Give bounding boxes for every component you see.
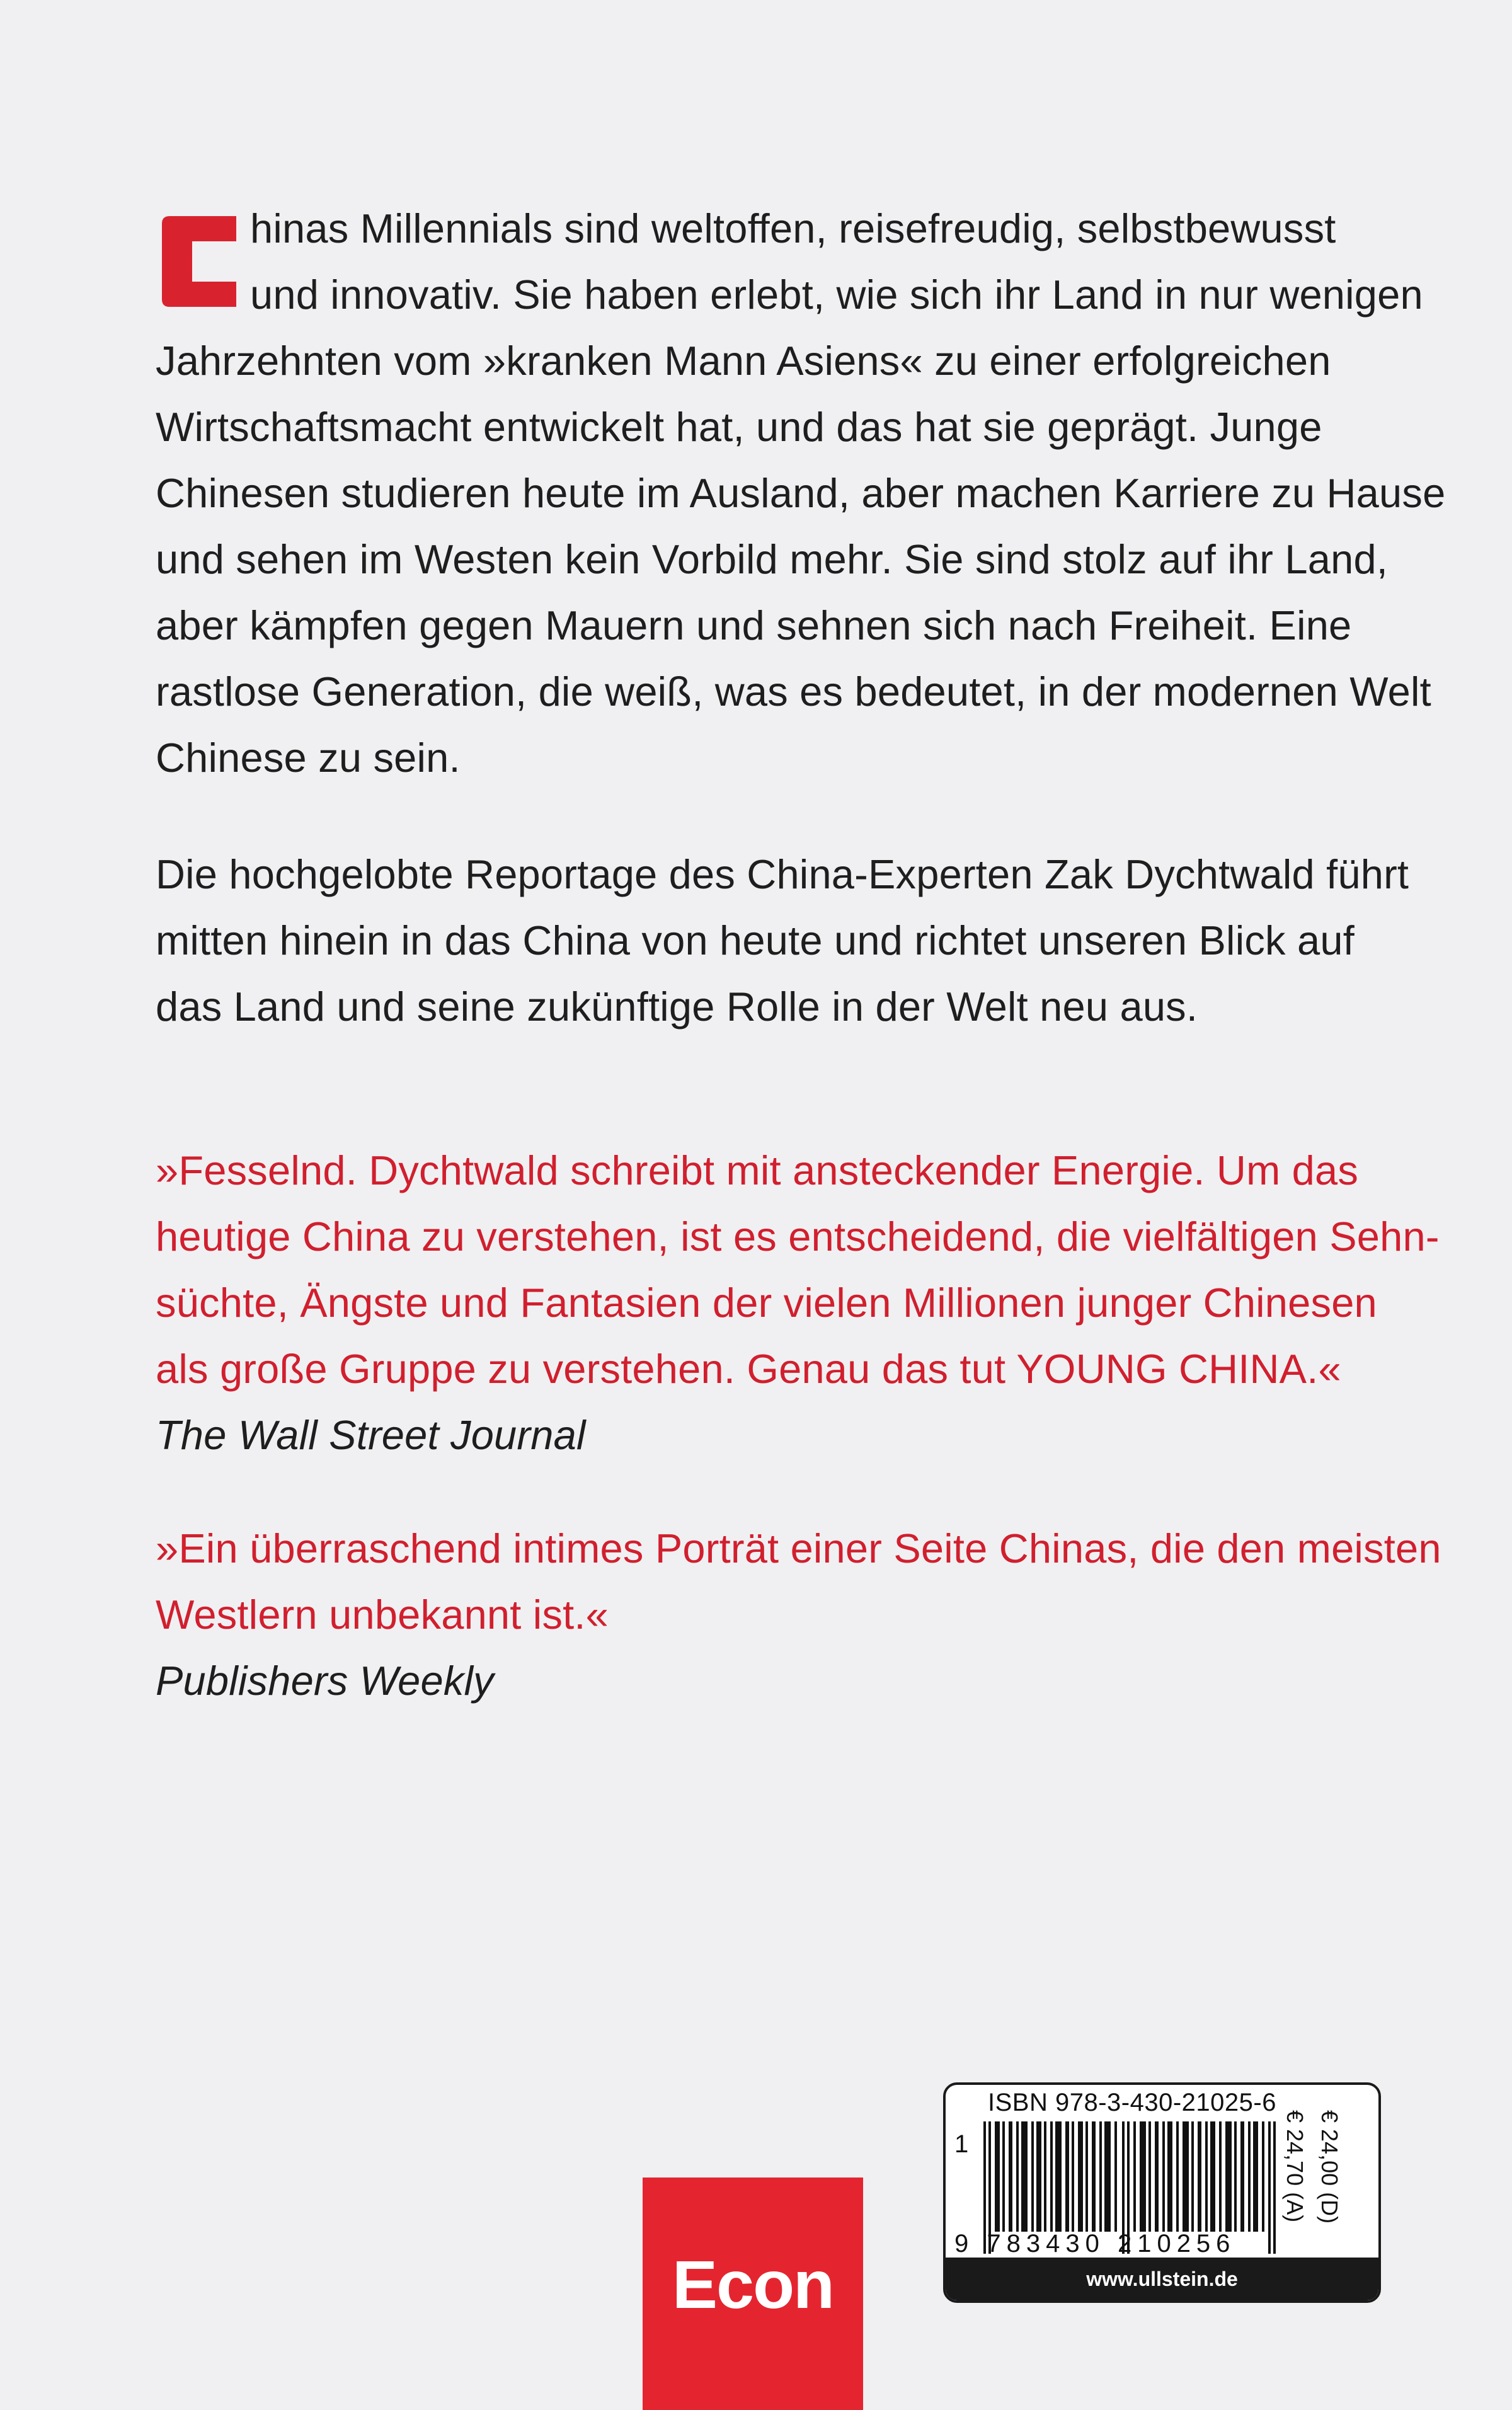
intro-paragraph <box>156 195 1446 791</box>
intro-line: Chinese zu sein. <box>156 735 461 781</box>
price-germany: € 24,00 (D) <box>1317 2110 1343 2224</box>
intro-line: und sehen im Westen kein Vorbild mehr. Sie sind stolz auf ihr Land, <box>156 536 1389 582</box>
quote-line: heutige China zu verstehen, ist es entscheidend, die vielfältigen Sehn- <box>156 1214 1440 1260</box>
publisher-url: www.ullstein.de <box>946 2258 1378 2300</box>
barcode-digits: 9 783430 210256 <box>954 2230 1236 2258</box>
publisher-logo <box>643 2178 863 2410</box>
summary-line: Die hochgelobte Reportage des China-Experten Zak Dychtwald führt <box>156 851 1409 897</box>
intro-line: Chinesen studieren heute im Ausland, aber machen Karriere zu Hause <box>156 470 1446 516</box>
intro-line: rastlose Generation, die weiß, was es bedeutet, in der modernen Welt <box>156 668 1431 714</box>
publisher-logo-text: Econ <box>672 2246 834 2322</box>
quote-source: Publishers Weekly <box>156 1658 494 1704</box>
summary-line: das Land und seine zukünftige Rolle in der Welt neu aus. <box>156 984 1198 1030</box>
barcode-box <box>943 2082 1381 2303</box>
quote-line: Westlern unbekannt ist.« <box>156 1592 609 1638</box>
barcode-first-digit: 1 <box>954 2130 969 2158</box>
intro-line: Jahrzehnten vom »kranken Mann Asiens« zu einer erfolgreichen <box>156 338 1331 384</box>
review-quote-wsj <box>156 1137 1440 1468</box>
quote-line: »Fesselnd. Dychtwald schreibt mit ansteckender Energie. Um das <box>156 1147 1359 1193</box>
quote-line: als große Gruppe zu verstehen. Genau das tut YOUNG CHINA.« <box>156 1346 1341 1392</box>
quote-line: »Ein überraschend intimes Porträt einer Seite Chinas, die den meisten <box>156 1525 1441 1571</box>
intro-line: hinas Millennials sind weltoffen, reisefreudig, selbstbewusst <box>250 205 1336 251</box>
price-austria: € 24,70 (A) <box>1282 2110 1308 2223</box>
intro-line: und innovativ. Sie haben erlebt, wie sich ihr Land in nur wenigen <box>250 272 1423 318</box>
quote-line: süchte, Ängste und Fantasien der vielen Millionen junger Chinesen <box>156 1280 1377 1326</box>
quote-source: The Wall Street Journal <box>156 1412 586 1458</box>
summary-line: mitten hinein in das China von heute und richtet unseren Blick auf <box>156 917 1354 963</box>
isbn-label: ISBN 978-3-430-21025-6 <box>988 2089 1276 2116</box>
review-quote-pw <box>156 1515 1441 1714</box>
intro-line: Wirtschaftsmacht entwickelt hat, und das hat sie geprägt. Junge <box>156 404 1322 450</box>
summary-paragraph <box>156 841 1409 1040</box>
intro-line: aber kämpfen gegen Mauern und sehnen sich nach Freiheit. Eine <box>156 602 1352 648</box>
